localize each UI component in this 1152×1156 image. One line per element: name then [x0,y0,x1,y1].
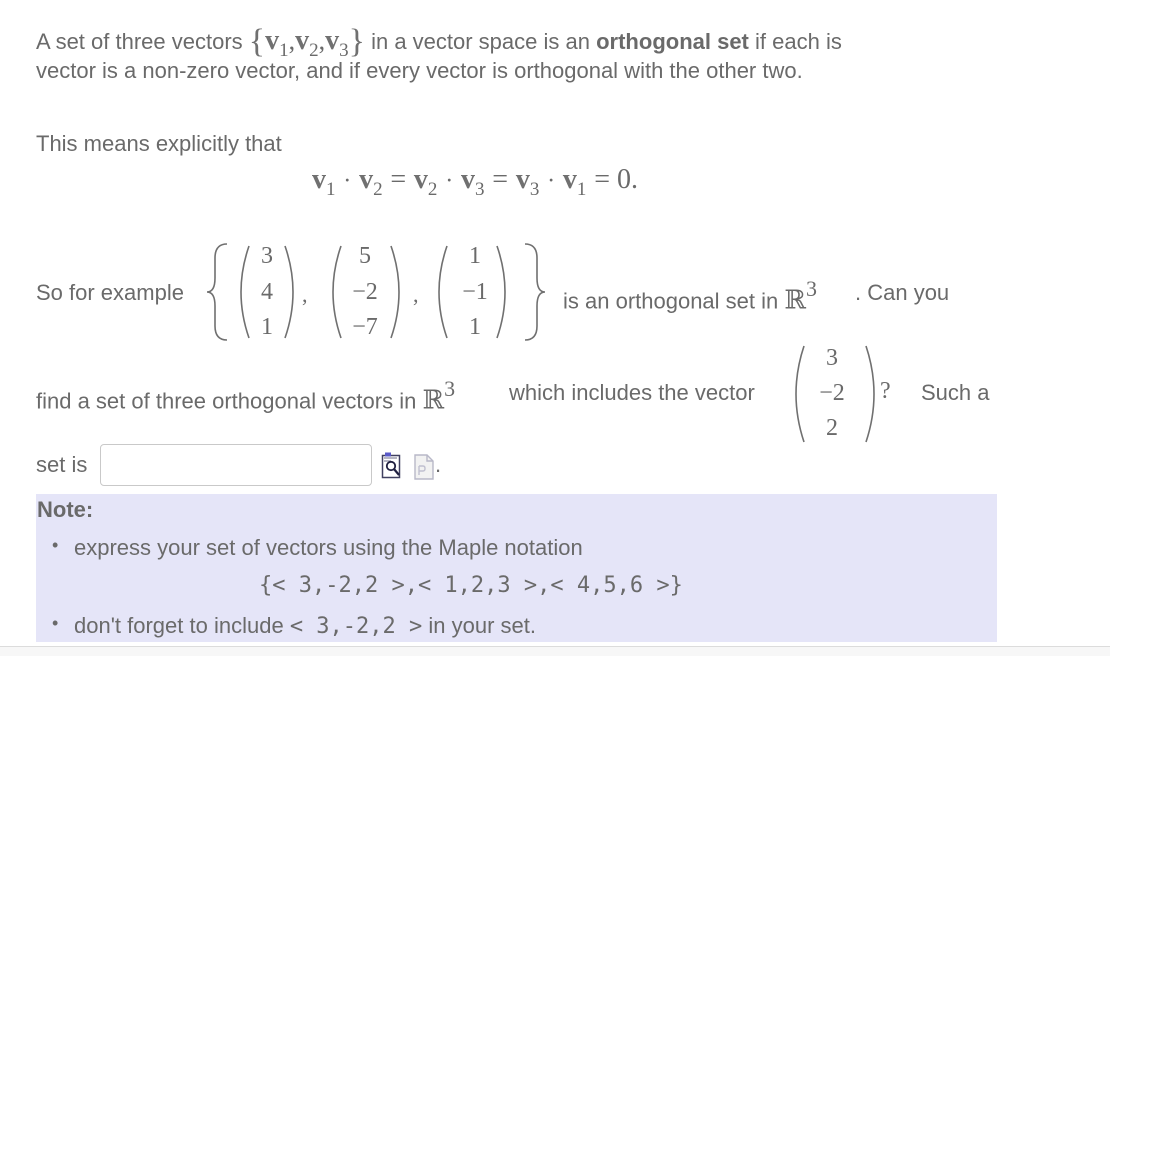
question-tail: Such a [921,380,990,405]
answer-label: set is [36,452,88,477]
given-right-paren [866,346,874,442]
comma-1: , [302,282,308,307]
note-box [36,494,997,642]
vec1-entry: 3 [261,243,273,269]
preview-icon[interactable] [381,452,403,480]
maple-notation-example: {< 3,-2,2 >,< 1,2,3 >,< 4,5,6 >} [259,573,683,598]
example-suffix: is an orthogonal set in ℝ$^3$ [563,276,817,315]
intro-line-2: vector is a non-zero vector, and if every vector is orthogonal with the other two. [36,58,803,83]
vec3-entry: −1 [462,279,488,305]
answer-period: . [435,452,442,477]
vec2-left-paren [333,246,341,338]
note-bullet-2: don't forget to include < 3,-2,2 > in your set. [74,613,536,639]
vec3-right-paren [497,246,505,338]
dot-product-equation: $v_1 \cdot v_2 = v_2 \cdot v_3 = v_3 \cdot v_1 = 0$. [312,164,638,200]
question-mark: ? [880,378,891,404]
vec2-entry: −7 [352,314,378,340]
vec2-entry: 5 [359,243,371,269]
question-mid: which includes the vector [509,380,755,405]
given-left-paren [796,346,804,442]
vec1-entry: 4 [261,279,273,305]
can-you-text: . Can you [855,280,950,305]
vec3-left-paren [439,246,447,338]
bullet-icon: • [52,613,59,633]
vec1-right-paren [285,246,293,338]
example-label: So for example [36,280,184,305]
given-vector-entry: 3 [826,345,838,371]
vec3-entry: 1 [469,243,481,269]
note-bullet-1: express your set of vectors using the Maple notation [74,535,583,560]
means-text: This means explicitly that [36,131,282,156]
vec2-entry: −2 [352,279,378,305]
bullet-icon: • [52,535,59,555]
set-open-brace [207,244,227,340]
question-text: find a set of three orthogonal vectors in ℝ$^3$ [36,376,456,415]
help-document-icon[interactable] [413,452,435,480]
vec3-entry: 1 [469,314,481,340]
vec2-right-paren [391,246,399,338]
vec1-entry: 1 [261,314,273,340]
vec1-left-paren [241,246,249,338]
comma-2: , [413,282,419,307]
intro-line-1: A set of three vectors {v1,v2,v3} in a vector space is an orthogonal set if each is [36,23,842,61]
answer-input[interactable] [100,444,372,486]
given-vector-entry: 2 [826,415,838,441]
bottom-divider [0,646,1110,656]
note-title: Note: [37,497,94,522]
orthogonal-set-term: orthogonal set [596,29,749,54]
given-vector-entry: −2 [819,380,845,406]
set-close-brace [525,244,545,340]
